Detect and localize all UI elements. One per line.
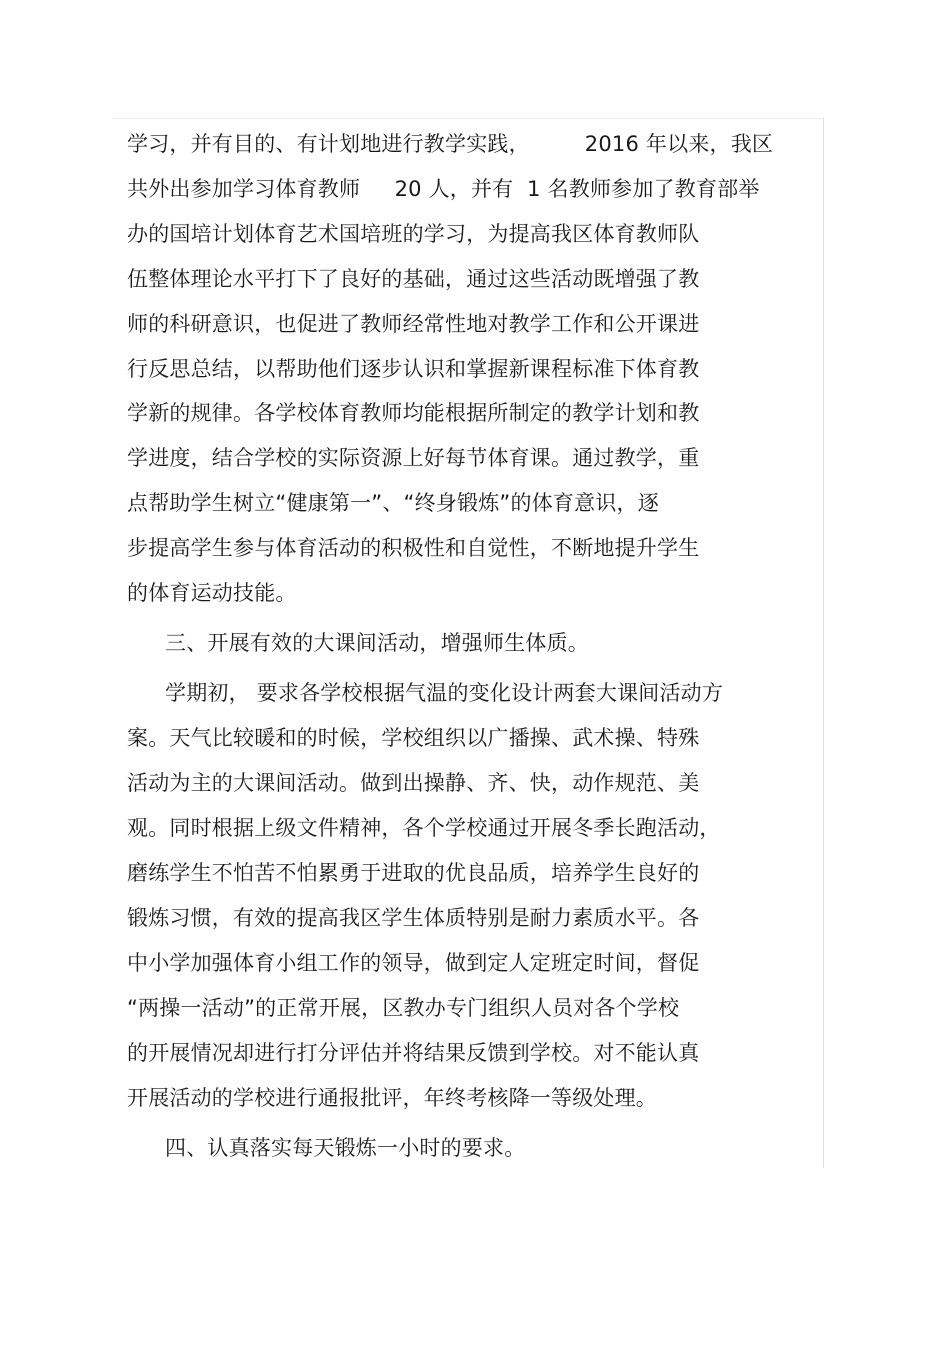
section-heading: 三、开展有效的大课间活动，增强师生体质。 <box>165 631 589 655</box>
text-line: 学进度，结合学校的实际资源上好每节体育课。通过教学，重 <box>127 446 700 470</box>
text-line: 伍整体理论水平打下了良好的基础，通过这些活动既增强了教 <box>127 267 700 291</box>
text-line: 观。同时根据上级文件精神，各个学校通过开展冬季长跑活动， <box>127 816 721 840</box>
text-line: 锻炼习惯，有效的提高我区学生体质特别是耐力素质水平。各 <box>127 906 700 930</box>
text-line: 学期初， 要求各学校根据气温的变化设计两套大课间活动方 <box>165 681 724 705</box>
text-line: 中小学加强体育小组工作的领导，做到定人定班定时间，督促 <box>127 951 700 975</box>
text-line: 的体育运动技能。 <box>127 581 297 605</box>
text-line: 办的国培计划体育艺术国培班的学习，为提高我区体育教师队 <box>127 222 700 246</box>
text-line: 共外出参加学习体育教师 20 人，并有 1 名教师参加了教育部举 <box>127 177 760 201</box>
text-line: 步提高学生参与体育活动的积极性和自觉性，不断地提升学生 <box>127 536 700 560</box>
text-line: 师的科研意识，也促进了教师经常性地对教学工作和公开课进 <box>127 312 700 336</box>
text-line: 活动为主的大课间活动。做到出操静、齐、快，动作规范、美 <box>127 771 700 795</box>
text-line: 学习，并有目的、有计划地进行教学实践， 2016 年以来，我区 <box>127 132 774 156</box>
page-border-right <box>823 118 824 1168</box>
page-border-top <box>112 118 824 119</box>
text-line: 磨练学生不怕苦不怕累勇于进取的优良品质，培养学生良好的 <box>127 861 700 885</box>
section-heading: 四、认真落实每天锻炼一小时的要求。 <box>165 1136 526 1160</box>
text-line: 的开展情况却进行打分评估并将结果反馈到学校。对不能认真 <box>127 1041 700 1065</box>
text-line: 案。天气比较暖和的时候，学校组织以广播操、武术操、特殊 <box>127 726 700 750</box>
text-line: “两操一活动”的正常开展，区教办专门组织人员对各个学校 <box>127 996 680 1020</box>
text-line: 开展活动的学校进行通报批评，年终考核降一等级处理。 <box>127 1086 657 1110</box>
text-line: 点帮助学生树立“健康第一”、“终身锻炼”的体育意识，逐 <box>127 491 659 515</box>
text-line: 学新的规律。各学校体育教师均能根据所制定的教学计划和教 <box>127 401 700 425</box>
text-line: 行反思总结，以帮助他们逐步认识和掌握新课程标准下体育教 <box>127 357 700 381</box>
